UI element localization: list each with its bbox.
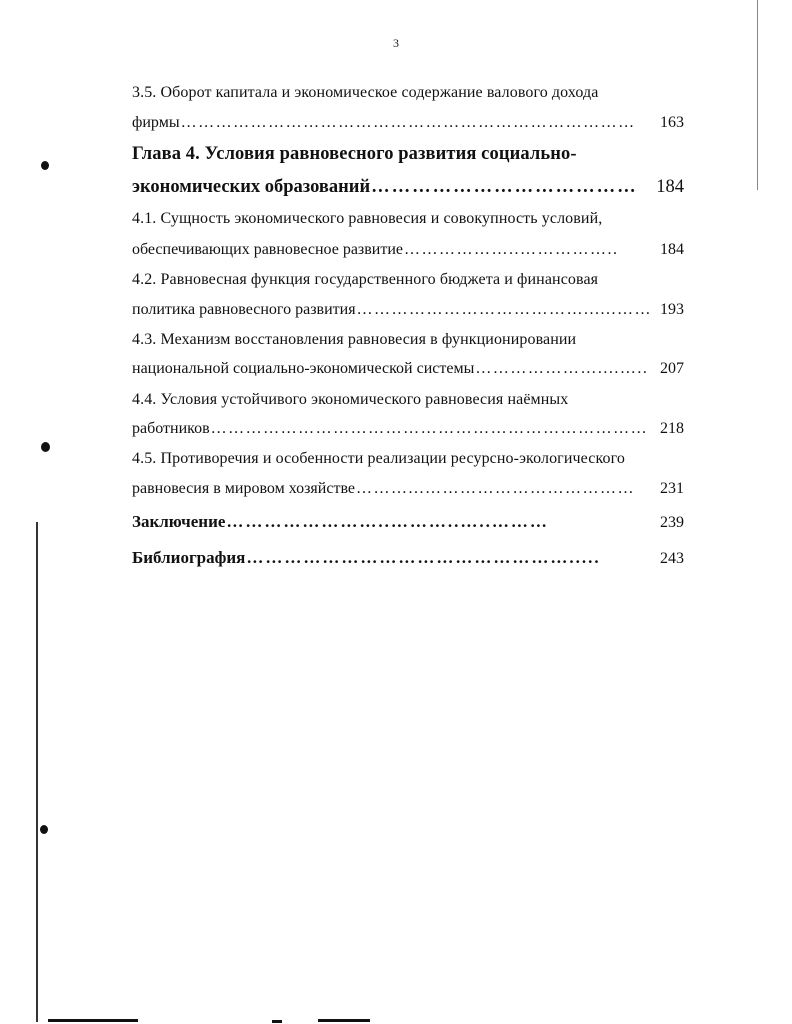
toc-entry-3-5[interactable] <box>132 114 684 132</box>
toc-entry-label: обеспечивающих равновесное развитие <box>132 241 404 258</box>
toc-entry-label: экономических образований <box>132 177 371 197</box>
scan-speck <box>40 825 48 834</box>
toc-conclusion[interactable] <box>132 512 684 532</box>
toc-page-number: 184 <box>656 177 684 197</box>
toc-page-number: 243 <box>660 550 684 567</box>
scan-edge-line <box>272 1020 282 1023</box>
toc-entry-4-5[interactable] <box>132 480 684 498</box>
toc-leader-dots: ………………………………………………………………… <box>210 420 649 437</box>
toc-leader-dots: ………...……………………………… <box>356 480 635 497</box>
toc-page-number: 193 <box>660 301 684 318</box>
toc-entry-label: работников <box>132 420 210 437</box>
toc-entry-4-1[interactable] <box>132 241 684 259</box>
toc-leader-dots: …………………....….. <box>475 360 649 377</box>
toc-chapter-4-title: Глава 4. Условия равновесного развития социально- <box>132 144 577 164</box>
toc-leader-dots: ……………………..………..…..……… <box>226 512 549 531</box>
toc-leader-dots: ………………..…………….. <box>404 241 619 258</box>
toc-page-number: 231 <box>660 480 684 497</box>
toc-entry-label: равновесия в мировом хозяйстве <box>132 480 355 497</box>
page-number: 3 <box>393 36 399 50</box>
toc-entry-label: Библиография <box>132 548 246 567</box>
toc-entry-4-1-title: 4.1. Сущность экономического равновесия и совокупность условий, <box>132 210 603 227</box>
toc-page-number: 239 <box>660 514 684 531</box>
toc-entry-label: фирмы <box>132 114 180 131</box>
toc-chapter-4[interactable] <box>132 177 684 198</box>
toc-page-number: 207 <box>660 360 684 377</box>
toc-leader-dots: ………………………………… <box>371 177 638 197</box>
toc-leader-dots: …………………………………......…… <box>356 301 653 318</box>
toc-entry-4-4[interactable] <box>132 420 684 438</box>
toc-entry-3-5-title: 3.5. Оборот капитала и экономическое содержание валового дохода <box>132 84 599 101</box>
scan-edge-line <box>48 1019 138 1022</box>
scan-edge-line <box>318 1019 370 1022</box>
toc-bibliography[interactable] <box>132 548 684 568</box>
toc-page-number: 218 <box>660 420 684 437</box>
toc-entry-4-3[interactable] <box>132 360 684 378</box>
toc-entry-label: национальной социально-экономической системы <box>132 360 475 377</box>
toc-leader-dots: …………………………………………………………………… <box>180 114 636 131</box>
toc-page-number: 163 <box>660 114 684 131</box>
scan-edge-line <box>757 0 758 190</box>
toc-entry-4-5-title: 4.5. Противоречия и особенности реализации ресурсно-экологического <box>132 450 625 467</box>
scan-speck <box>41 442 50 452</box>
scan-speck <box>41 161 49 170</box>
toc-entry-4-2-title: 4.2. Равновесная функция государственного бюджета и финансовая <box>132 271 599 288</box>
toc-entry-4-3-title: 4.3. Механизм восстановления равновесия в функционировании <box>132 331 577 348</box>
toc-entry-label: Заключение <box>132 512 226 531</box>
toc-entry-4-4-title: 4.4. Условия устойчивого экономического равновесия наёмных <box>132 391 569 408</box>
toc-page-number: 184 <box>660 241 684 258</box>
scan-edge-line <box>36 522 38 1022</box>
toc-leader-dots: ……………………………………………..... <box>246 548 601 567</box>
toc-entry-label: политика равновесного развития <box>132 301 356 318</box>
toc-entry-4-2[interactable] <box>132 301 684 319</box>
